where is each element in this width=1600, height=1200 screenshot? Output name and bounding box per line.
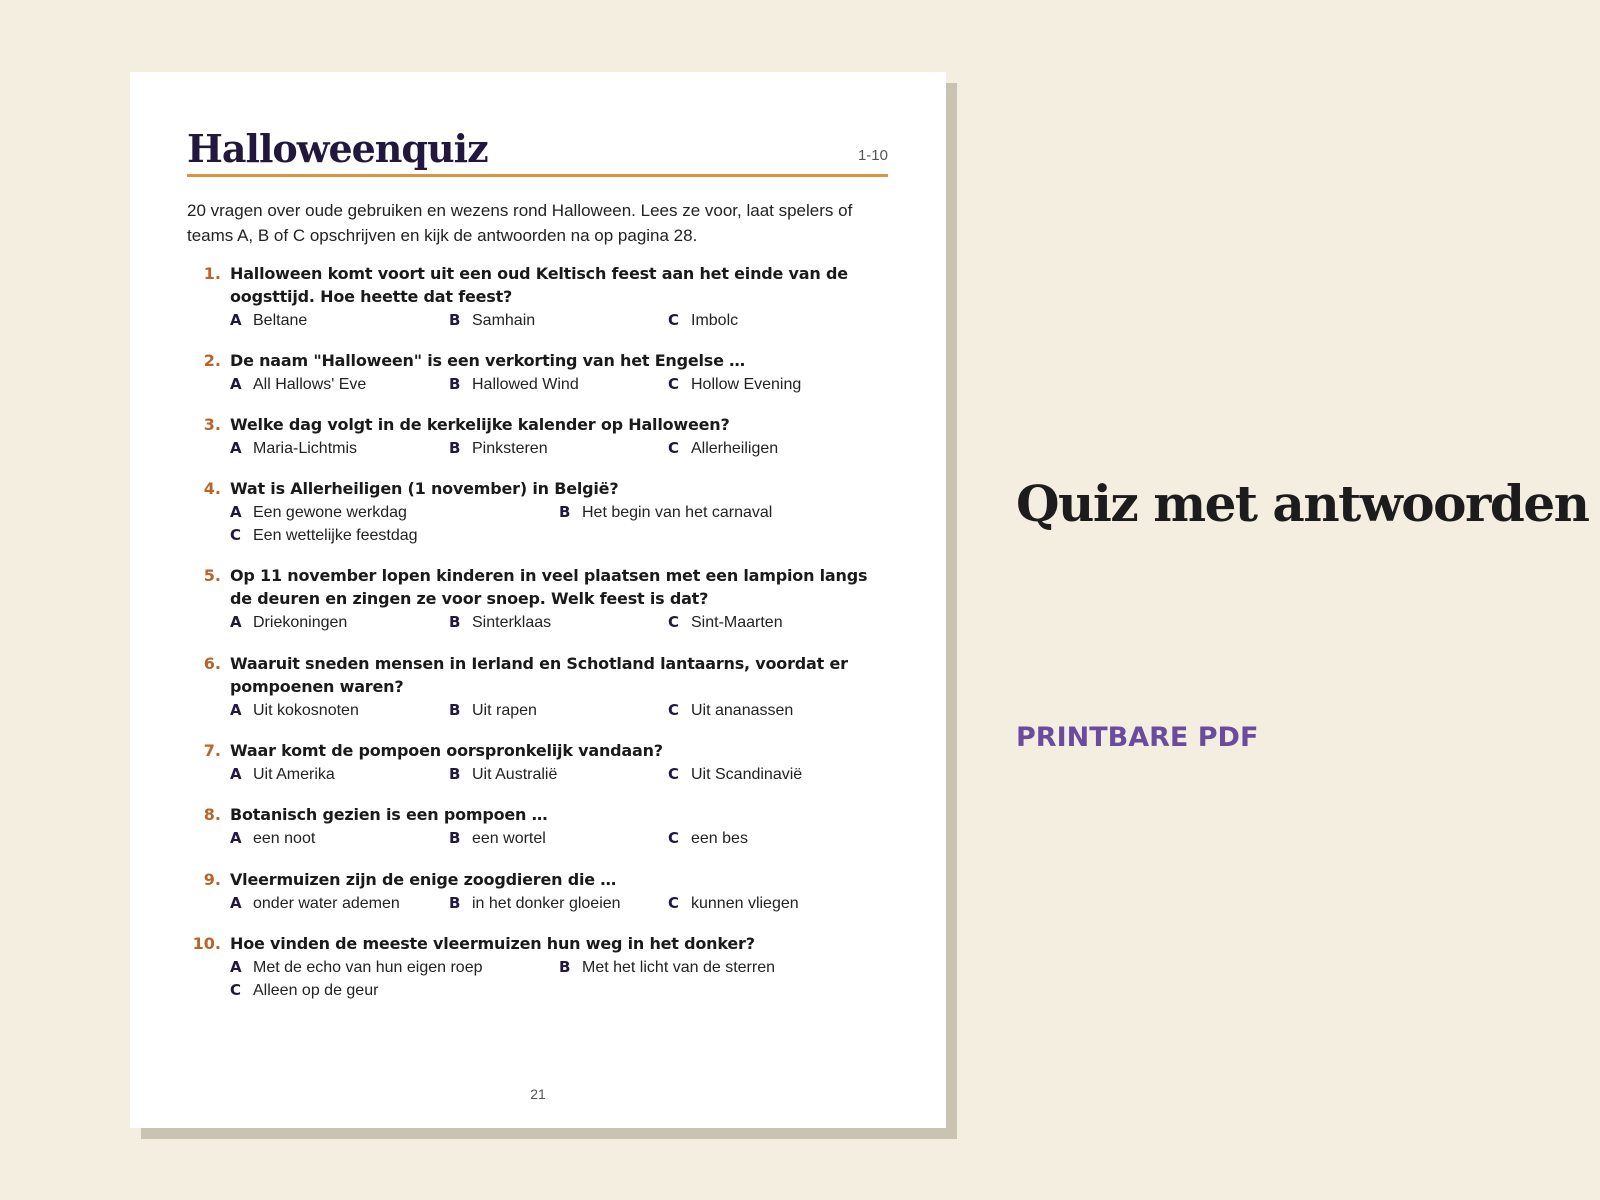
option-letter: B bbox=[559, 503, 571, 521]
option-text: Maria-Lichtmis bbox=[253, 440, 358, 457]
option-b bbox=[449, 763, 557, 786]
option-text: Sint-Maarten bbox=[691, 614, 783, 631]
option-text: Sinterklaas bbox=[472, 614, 552, 631]
option-c bbox=[230, 979, 378, 1002]
option-text: Uit ananassen bbox=[691, 702, 794, 719]
option-letter: A bbox=[230, 375, 242, 393]
question-number: 4. bbox=[203, 479, 221, 498]
option-text: Pinksteren bbox=[472, 440, 548, 457]
option-text: een bes bbox=[691, 830, 748, 847]
question-number: 8. bbox=[203, 805, 221, 824]
page-header bbox=[187, 126, 888, 177]
option-text: een noot bbox=[253, 830, 316, 847]
option-letter: A bbox=[230, 503, 242, 521]
option-b bbox=[449, 309, 535, 332]
option-letter: A bbox=[230, 829, 242, 847]
option-letter: A bbox=[230, 958, 242, 976]
option-a bbox=[230, 763, 335, 786]
option-letter: B bbox=[449, 375, 461, 393]
option-text: Het begin van het carnaval bbox=[582, 504, 773, 521]
question-text: De naam "Halloween" is een verkorting van het Engelse … bbox=[230, 351, 745, 370]
option-a bbox=[230, 309, 307, 332]
option-letter: C bbox=[668, 439, 680, 457]
question-text: Botanisch gezien is een pompoen … bbox=[230, 805, 548, 824]
question-text: Op 11 november lopen kinderen in veel plaatsen met een lampion langs de deuren en zingen ze voor snoep. Welk feest is dat? bbox=[230, 566, 868, 608]
option-b bbox=[559, 501, 772, 524]
option-letter: A bbox=[230, 701, 242, 719]
option-a bbox=[230, 892, 400, 915]
option-a bbox=[230, 956, 483, 979]
option-letter: B bbox=[449, 613, 461, 631]
option-text: Hollow Evening bbox=[691, 376, 802, 393]
option-c bbox=[668, 827, 748, 850]
question-text: Waaruit sneden mensen in Ierland en Schotland lantaarns, voordat er pompoenen waren? bbox=[230, 654, 848, 696]
option-letter: C bbox=[668, 894, 680, 912]
option-b bbox=[449, 611, 551, 634]
option-c bbox=[668, 699, 793, 722]
option-text: in het donker gloeien bbox=[472, 895, 621, 912]
option-b bbox=[449, 699, 537, 722]
option-text: Allerheiligen bbox=[691, 440, 779, 457]
question-range: 1-10 bbox=[857, 147, 888, 164]
option-text: Een gewone werkdag bbox=[253, 504, 407, 521]
option-a bbox=[230, 373, 366, 396]
option-text: onder water ademen bbox=[253, 895, 400, 912]
option-c bbox=[230, 524, 418, 547]
option-text: Uit rapen bbox=[472, 702, 537, 719]
option-text: Uit Scandinavië bbox=[691, 766, 803, 783]
option-text: Alleen op de geur bbox=[253, 982, 379, 999]
option-a bbox=[230, 437, 357, 460]
option-a bbox=[230, 501, 407, 524]
option-letter: B bbox=[449, 765, 461, 783]
option-text: Samhain bbox=[472, 312, 536, 329]
option-text: Een wettelijke feestdag bbox=[253, 527, 418, 544]
option-b bbox=[449, 373, 579, 396]
question-number: 6. bbox=[203, 654, 221, 673]
option-text: Driekoningen bbox=[253, 614, 348, 631]
product-title: Quiz met antwoorden bbox=[1016, 474, 1589, 533]
option-letter: C bbox=[668, 311, 680, 329]
quiz-page bbox=[130, 72, 946, 1128]
option-b bbox=[449, 827, 546, 850]
option-text: Met het licht van de sterren bbox=[582, 959, 775, 976]
question-text: Vleermuizen zijn de enige zoogdieren die … bbox=[230, 870, 617, 889]
option-letter: C bbox=[668, 701, 680, 719]
option-letter: C bbox=[668, 613, 680, 631]
option-a bbox=[230, 827, 315, 850]
option-c bbox=[668, 611, 783, 634]
option-letter: C bbox=[668, 375, 680, 393]
option-letter: B bbox=[449, 894, 461, 912]
question-number: 5. bbox=[203, 566, 221, 585]
option-letter: A bbox=[230, 439, 242, 457]
option-letter: B bbox=[559, 958, 571, 976]
question-text: Hoe vinden de meeste vleermuizen hun weg in het donker? bbox=[230, 934, 755, 953]
option-text: een wortel bbox=[472, 830, 546, 847]
option-b bbox=[449, 437, 548, 460]
option-c bbox=[668, 763, 802, 786]
option-text: Uit Amerika bbox=[253, 766, 335, 783]
option-a bbox=[230, 699, 359, 722]
question-text: Halloween komt voort uit een oud Keltisch feest aan het einde van de oogsttijd. Hoe heette dat feest? bbox=[230, 264, 848, 306]
option-letter: C bbox=[230, 526, 242, 544]
page-title: Halloweenquiz bbox=[187, 126, 488, 171]
option-c bbox=[668, 373, 801, 396]
option-text: Met de echo van hun eigen roep bbox=[253, 959, 483, 976]
option-letter: A bbox=[230, 765, 242, 783]
option-text: Imbolc bbox=[691, 312, 739, 329]
option-letter: A bbox=[230, 613, 242, 631]
question-number: 7. bbox=[203, 741, 221, 760]
product-subtitle: PRINTBARE PDF bbox=[1016, 722, 1259, 753]
option-letter: B bbox=[449, 439, 461, 457]
option-c bbox=[668, 309, 738, 332]
option-b bbox=[449, 892, 621, 915]
question-number: 3. bbox=[203, 415, 221, 434]
option-letter: B bbox=[449, 311, 461, 329]
option-letter: A bbox=[230, 311, 242, 329]
option-text: All Hallows' Eve bbox=[253, 376, 367, 393]
page-number: 21 bbox=[530, 1086, 546, 1102]
option-letter: C bbox=[668, 765, 680, 783]
option-b bbox=[559, 956, 775, 979]
option-letter: A bbox=[230, 894, 242, 912]
option-letter: B bbox=[449, 829, 461, 847]
intro-text: 20 vragen over oude gebruiken en wezens rond Halloween. Lees ze voor, laat spelers of teams A, B of C opschrijven en kijk de antwoorden na op pagina 28. bbox=[187, 201, 853, 245]
option-text: Hallowed Wind bbox=[472, 376, 579, 393]
question-text: Wat is Allerheiligen (1 november) in België? bbox=[230, 479, 619, 498]
option-c bbox=[668, 892, 799, 915]
option-text: Uit kokosnoten bbox=[253, 702, 359, 719]
question-text: Welke dag volgt in de kerkelijke kalender op Halloween? bbox=[230, 415, 730, 434]
question-text: Waar komt de pompoen oorspronkelijk vandaan? bbox=[230, 741, 663, 760]
option-a bbox=[230, 611, 347, 634]
option-letter: C bbox=[668, 829, 680, 847]
option-text: Beltane bbox=[253, 312, 308, 329]
question-number: 9. bbox=[203, 870, 221, 889]
question-number: 10. bbox=[192, 934, 221, 953]
option-letter: C bbox=[230, 981, 242, 999]
option-text: kunnen vliegen bbox=[691, 895, 799, 912]
option-letter: B bbox=[449, 701, 461, 719]
question-number: 2. bbox=[203, 351, 221, 370]
option-c bbox=[668, 437, 778, 460]
option-text: Uit Australië bbox=[472, 766, 558, 783]
question-number: 1. bbox=[203, 264, 221, 283]
